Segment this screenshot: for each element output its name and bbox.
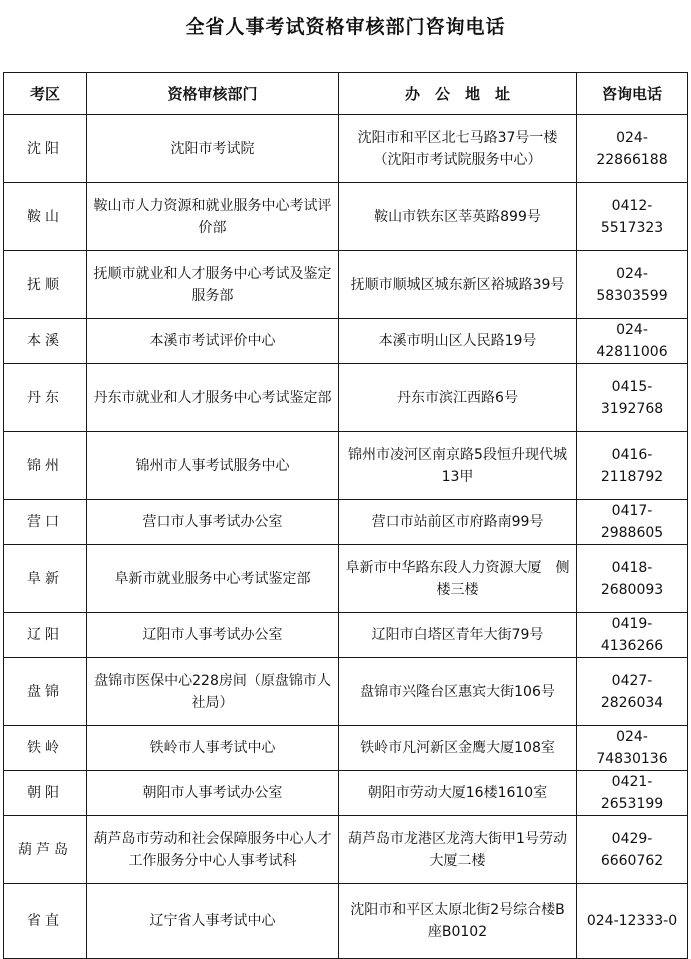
address-cell: 丹东市滨江西路6号 bbox=[339, 364, 577, 432]
address-cell: 阜新市中华路东段人力资源大厦 侧楼三楼 bbox=[339, 545, 577, 613]
area-cell: 阜新 bbox=[4, 545, 87, 613]
header-area: 考区 bbox=[4, 73, 87, 115]
address-cell: 营口市站前区市府路南99号 bbox=[339, 500, 577, 545]
phone-cell: 024-58303599 bbox=[577, 251, 688, 319]
phone-cell: 0418-2680093 bbox=[577, 545, 688, 613]
phone-cell: 0412-5517323 bbox=[577, 183, 688, 251]
address-cell: 铁岭市凡河新区金鹰大厦108室 bbox=[339, 726, 577, 771]
phone-cell: 0421-2653199 bbox=[577, 771, 688, 816]
area-cell: 锦州 bbox=[4, 432, 87, 500]
phone-cell: 024-42811006 bbox=[577, 319, 688, 364]
area-cell: 本溪 bbox=[4, 319, 87, 364]
area-cell: 省直 bbox=[4, 884, 87, 959]
dept-cell: 本溪市考试评价中心 bbox=[87, 319, 339, 364]
dept-cell: 铁岭市人事考试中心 bbox=[87, 726, 339, 771]
address-cell: 沈阳市和平区太原北街2号综合楼B座B0102 bbox=[339, 884, 577, 959]
table-row bbox=[4, 771, 688, 816]
phone-cell: 024-12333-0 bbox=[577, 884, 688, 959]
table-row bbox=[4, 500, 688, 545]
address-cell: 沈阳市和平区北七马路37号一楼（沈阳市考试院服务中心） bbox=[339, 115, 577, 183]
address-cell: 葫芦岛市龙港区龙湾大街甲1号劳动大厦二楼 bbox=[339, 816, 577, 884]
dept-cell: 鞍山市人力资源和就业服务中心考试评价部 bbox=[87, 183, 339, 251]
header-dept: 资格审核部门 bbox=[87, 73, 339, 115]
header-address: 办 公 地 址 bbox=[339, 73, 577, 115]
address-cell: 盘锦市兴隆台区惠宾大街106号 bbox=[339, 658, 577, 726]
area-cell: 盘锦 bbox=[4, 658, 87, 726]
dept-cell: 丹东市就业和人才服务中心考试鉴定部 bbox=[87, 364, 339, 432]
table-row bbox=[4, 545, 688, 613]
dept-cell: 营口市人事考试办公室 bbox=[87, 500, 339, 545]
phone-cell: 024-74830136 bbox=[577, 726, 688, 771]
dept-cell: 葫芦岛市劳动和社会保障服务中心人才工作服务分中心人事考试科 bbox=[87, 816, 339, 884]
area-cell: 葫芦岛 bbox=[4, 816, 87, 884]
address-cell: 朝阳市劳动大厦16楼1610室 bbox=[339, 771, 577, 816]
table-row bbox=[4, 884, 688, 959]
area-cell: 营口 bbox=[4, 500, 87, 545]
address-cell: 锦州市凌河区南京路5段恒升现代城13甲 bbox=[339, 432, 577, 500]
table-row bbox=[4, 183, 688, 251]
area-cell: 辽阳 bbox=[4, 613, 87, 658]
address-cell: 本溪市明山区人民路19号 bbox=[339, 319, 577, 364]
table-row bbox=[4, 115, 688, 183]
phone-cell: 0427-2826034 bbox=[577, 658, 688, 726]
area-cell: 丹东 bbox=[4, 364, 87, 432]
dept-cell: 辽宁省人事考试中心 bbox=[87, 884, 339, 959]
phone-cell: 0429-6660762 bbox=[577, 816, 688, 884]
table-row bbox=[4, 613, 688, 658]
table-row bbox=[4, 726, 688, 771]
area-cell: 抚顺 bbox=[4, 251, 87, 319]
dept-cell: 锦州市人事考试服务中心 bbox=[87, 432, 339, 500]
page-title: 全省人事考试资格审核部门咨询电话 bbox=[185, 16, 506, 38]
address-cell: 鞍山市铁东区莘英路899号 bbox=[339, 183, 577, 251]
header-phone: 咨询电话 bbox=[577, 73, 688, 115]
area-cell: 朝阳 bbox=[4, 771, 87, 816]
phone-cell: 0416-2118792 bbox=[577, 432, 688, 500]
contacts-table bbox=[3, 72, 688, 959]
dept-cell: 沈阳市考试院 bbox=[87, 115, 339, 183]
address-cell: 辽阳市白塔区青年大街79号 bbox=[339, 613, 577, 658]
phone-cell: 0417-2988605 bbox=[577, 500, 688, 545]
dept-cell: 辽阳市人事考试办公室 bbox=[87, 613, 339, 658]
area-cell: 鞍山 bbox=[4, 183, 87, 251]
dept-cell: 朝阳市人事考试办公室 bbox=[87, 771, 339, 816]
table-header-row bbox=[4, 73, 688, 115]
dept-cell: 阜新市就业服务中心考试鉴定部 bbox=[87, 545, 339, 613]
table-row bbox=[4, 432, 688, 500]
table-row bbox=[4, 658, 688, 726]
address-cell: 抚顺市顺城区城东新区裕城路39号 bbox=[339, 251, 577, 319]
area-cell: 铁岭 bbox=[4, 726, 87, 771]
dept-cell: 抚顺市就业和人才服务中心考试及鉴定服务部 bbox=[87, 251, 339, 319]
table-row bbox=[4, 251, 688, 319]
phone-cell: 0419-4136266 bbox=[577, 613, 688, 658]
phone-cell: 0415-3192768 bbox=[577, 364, 688, 432]
table-row bbox=[4, 319, 688, 364]
table-row bbox=[4, 364, 688, 432]
table-row bbox=[4, 816, 688, 884]
dept-cell: 盘锦市医保中心228房间（原盘锦市人社局） bbox=[87, 658, 339, 726]
phone-cell: 024-22866188 bbox=[577, 115, 688, 183]
area-cell: 沈阳 bbox=[4, 115, 87, 183]
